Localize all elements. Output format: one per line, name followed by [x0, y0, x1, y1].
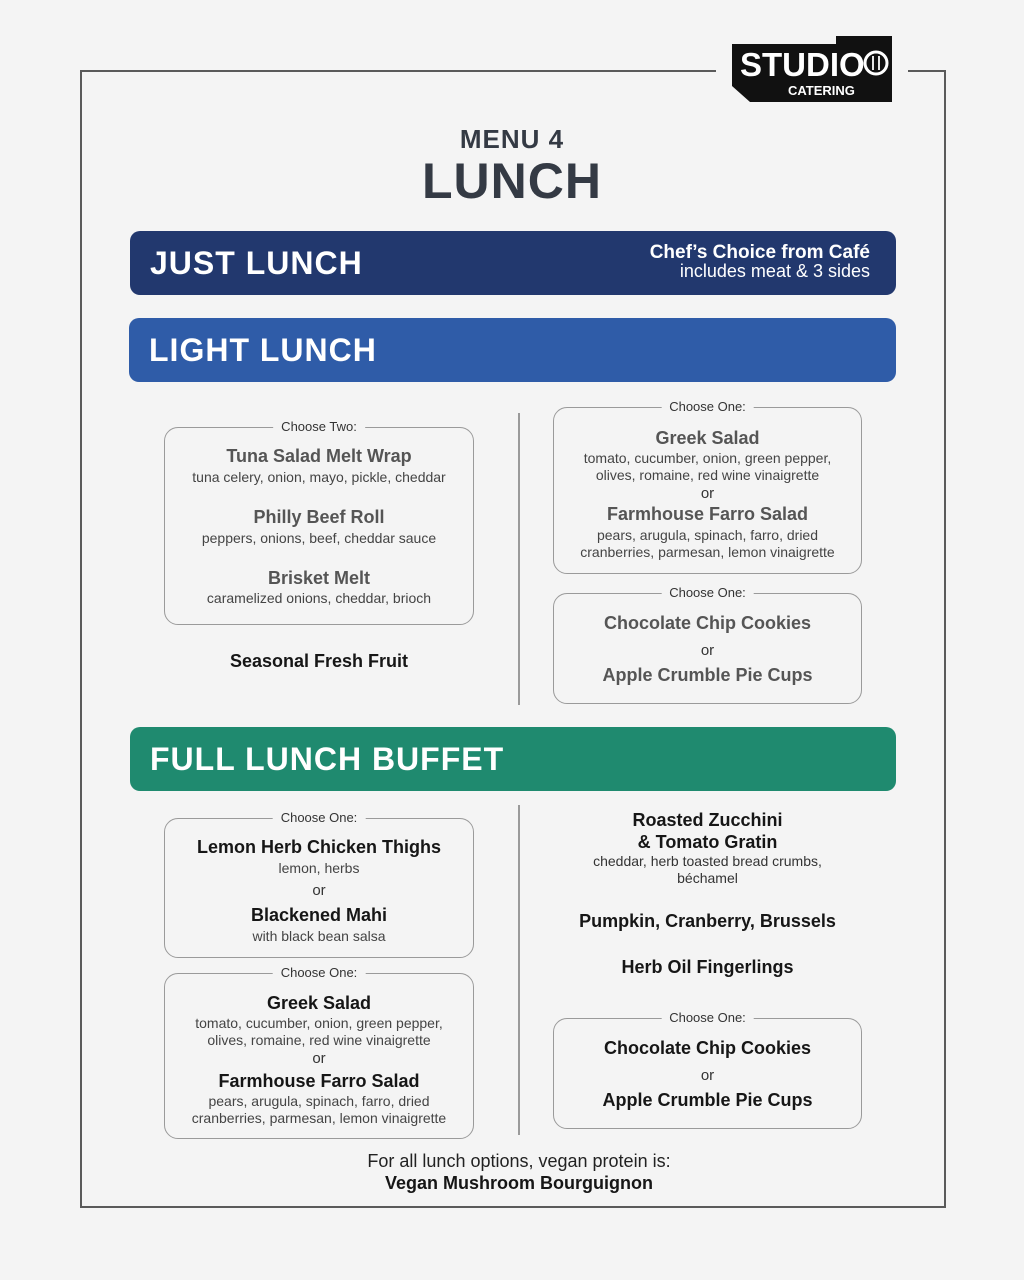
menu-item-desc: olives, romaine, red wine vinaigrette: [595, 467, 820, 483]
full-lunch-banner: [130, 727, 896, 791]
logo-graphic: [732, 36, 892, 102]
menu-item-desc: olives, romaine, red wine vinaigrette: [207, 1032, 431, 1048]
menu-item-name: Philly Beef Roll: [253, 507, 385, 527]
just-lunch-note-line1: Chef’s Choice from Café: [649, 242, 870, 263]
column-divider: [518, 805, 520, 1135]
menu-item-name: Greek Salad: [655, 428, 760, 448]
logo-sub: CATERING: [788, 83, 855, 98]
menu-item-desc: cranberries, parmesan, lemon vinaigrette: [191, 1110, 447, 1126]
menu-item-desc: caramelized onions, cheddar, brioch: [206, 590, 432, 606]
full-lunch-dessert-box: [553, 1010, 862, 1129]
or-separator: or: [312, 1050, 326, 1067]
studio-catering-logo: [732, 36, 892, 102]
menu-item-name: Chocolate Chip Cookies: [603, 613, 812, 633]
page-title: LUNCH: [422, 153, 602, 209]
just-lunch-title: JUST LUNCH: [150, 245, 363, 281]
seasonal-fruit: Seasonal Fresh Fruit: [229, 651, 409, 671]
full-lunch-salad-box: [164, 965, 474, 1139]
menu-item-desc: with black bean salsa: [252, 928, 386, 944]
side-fingerlings: Herb Oil Fingerlings: [621, 957, 794, 977]
column-divider: [518, 413, 520, 705]
gratin-desc-line1: cheddar, herb toasted bread crumbs,: [593, 853, 822, 869]
menu-item-desc: tuna celery, onion, mayo, pickle, cheddar: [192, 469, 446, 485]
menu-item-name: Greek Salad: [266, 993, 372, 1013]
menu-item-desc: tomato, cucumber, onion, green pepper,: [195, 1015, 443, 1031]
menu-item-desc: peppers, onions, beef, cheddar sauce: [201, 530, 437, 546]
full-lunch-title: FULL LUNCH BUFFET: [150, 741, 505, 777]
menu-item-name: Lemon Herb Chicken Thighs: [196, 837, 442, 857]
gratin-name-line2: & Tomato Gratin: [637, 832, 778, 852]
menu-item-name: Farmhouse Farro Salad: [606, 504, 809, 524]
choose-caption: Choose One:: [661, 585, 754, 601]
vegan-footer-line2: Vegan Mushroom Bourguignon: [385, 1173, 653, 1193]
choose-caption: Choose One:: [661, 1010, 754, 1026]
light-lunch-sandwich-box: [164, 419, 474, 625]
menu-item-desc: lemon, herbs: [278, 860, 360, 876]
light-lunch-dessert-box: [553, 585, 862, 704]
menu-item-name: Chocolate Chip Cookies: [603, 1038, 812, 1058]
menu-item-desc: pears, arugula, spinach, farro, dried: [208, 1093, 430, 1109]
menu-item-desc: cranberries, parmesan, lemon vinaigrette: [580, 544, 835, 560]
just-lunch-note-line2: includes meat & 3 sides: [679, 261, 870, 281]
light-lunch-banner: [129, 318, 896, 382]
menu-item-name: Blackened Mahi: [250, 905, 388, 925]
vegan-footer-line1: For all lunch options, vegan protein is:: [367, 1151, 671, 1171]
menu-item-name: Apple Crumble Pie Cups: [602, 1090, 813, 1110]
menu-item-name: Apple Crumble Pie Cups: [602, 665, 813, 685]
choose-caption: Choose One:: [661, 399, 754, 415]
vegan-footer: [300, 1150, 738, 1194]
choose-caption: Choose One:: [273, 965, 366, 981]
gratin-item: [553, 809, 862, 887]
side-brussels: Pumpkin, Cranberry, Brussels: [579, 911, 836, 931]
or-separator: or: [700, 485, 715, 502]
menu-number: MENU 4: [459, 124, 565, 154]
light-lunch-salad-box: [553, 399, 862, 574]
just-lunch-banner: [130, 231, 896, 295]
or-separator: or: [700, 642, 715, 659]
gratin-desc-line2: béchamel: [677, 870, 738, 886]
menu-item-desc: tomato, cucumber, onion, green pepper,: [583, 450, 832, 466]
just-lunch-note: [650, 243, 870, 281]
logo-area: [716, 34, 908, 104]
or-separator: or: [700, 1067, 715, 1084]
menu-item-name: Farmhouse Farro Salad: [218, 1071, 420, 1091]
menu-item-desc: pears, arugula, spinach, farro, dried: [596, 527, 818, 543]
light-lunch-title: LIGHT LUNCH: [149, 332, 377, 368]
or-separator: or: [312, 882, 326, 899]
choose-caption: Choose Two:: [273, 419, 365, 435]
full-lunch-protein-box: [164, 810, 474, 958]
choose-caption: Choose One:: [273, 810, 366, 826]
gratin-name-line1: Roasted Zucchini: [632, 810, 783, 830]
logo-word: STUDIO: [740, 46, 865, 83]
menu-item-name: Brisket Melt: [267, 568, 371, 588]
menu-item-name: Tuna Salad Melt Wrap: [226, 446, 412, 466]
